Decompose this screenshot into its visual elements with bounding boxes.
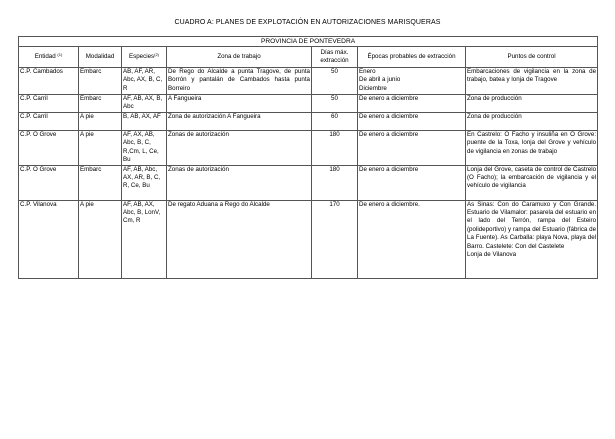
cell-dias: 60 — [312, 113, 358, 131]
cell-dias: 180 — [312, 165, 358, 200]
puntos-text: As Sinas: Con do Caramuxo y Con Grande. Estuario de Vilamalor: pasarela del estuario en el lado del Terrón, rampa del Esteiro (polideportivo) y rampa del Estuario (fábrica de La Fuente). As Carballa: playa Nova, playa del Barro. Castelete: Con del Castelete — [467, 200, 597, 250]
cell-puntos: Lonja del Grove, caseta de control de Castrelo (O Facho); la embarcación de vigilancia y el vehículo de vigilancia — [466, 165, 598, 200]
cell-dias: 50 — [312, 95, 358, 113]
table-row — [19, 113, 598, 131]
cell-puntos: Embarcaciones de vigilancia en la zona de trabajo, batea y lonja de Tragove — [466, 68, 598, 95]
cell-entidad: C.P. Carril — [19, 113, 79, 131]
cell-dias: 170 — [312, 200, 358, 278]
cell-modalidad: Embarc — [79, 165, 122, 200]
cell-epocas: De enero a diciembre — [358, 95, 466, 113]
cell-entidad: C.P. Cambados — [19, 68, 79, 95]
col-header-dias: Días máx. extracción — [312, 47, 358, 68]
cell-especies: AF, AX, AB, Abc, B, C, R,Cm, L, Ce, Bu — [122, 131, 167, 166]
table-row — [19, 68, 598, 95]
cell-especies: AB, AF, AR, Abc, AX, B, C, R — [122, 68, 167, 95]
cell-dias: 50 — [312, 68, 358, 95]
col-header-puntos: Puntos de control — [466, 47, 598, 68]
cell-especies: B, AB, AX, AF — [122, 113, 167, 131]
cell-zona: A Fangueira — [167, 95, 312, 113]
table-row — [19, 95, 598, 113]
cell-especies: AF, AB, AX, B, Abc — [122, 95, 167, 113]
province-header: PROVINCIA DE PONTEVEDRA — [19, 37, 598, 47]
cell-zona: Zonas de autorización — [167, 165, 312, 200]
col-header-modalidad: Modalidad — [79, 47, 122, 68]
col-header-zona: Zona de trabajo — [167, 47, 312, 68]
cell-entidad: C.P. Vilanova — [19, 200, 79, 278]
cell-puntos: Zona de producción — [466, 95, 598, 113]
cell-entidad: C.P. O Grove — [19, 165, 79, 200]
exploitation-plans-table — [18, 36, 598, 279]
col-header-epocas: Épocas probables de extracción — [358, 47, 466, 68]
table-row — [19, 200, 598, 278]
cell-entidad: C.P. Carril — [19, 95, 79, 113]
cell-puntos: Zona de producción — [466, 113, 598, 131]
cell-epocas: De enero a diciembre — [358, 113, 466, 131]
col-header-entidad: Entidad $^{(1)}$ — [19, 47, 79, 68]
page-title: CUADRO A: PLANES DE EXPLOTACIÓN EN AUTORIZACIONES MARISQUERAS — [174, 19, 441, 26]
cell-modalidad: A pie — [79, 113, 122, 131]
cell-dias: 180 — [312, 131, 358, 166]
cell-modalidad: Embarc — [79, 95, 122, 113]
table-row — [19, 131, 598, 166]
cell-zona: Zonas de autorización — [167, 131, 312, 166]
cell-especies: AF, AB, AX, Abc, B, LonV, Cm, R — [122, 200, 167, 278]
col-header-especies: Especies$^{(2)}$ — [122, 47, 167, 68]
cell-epocas: De enero a diciembre — [358, 165, 466, 200]
cell-zona: De Rego do Alcalde a punta Tragove, de punta Borrón y pantalán de Cambados hasta punta Borreiro — [167, 68, 312, 95]
cell-epocas: De enero a diciembre. — [358, 200, 466, 278]
cell-modalidad: A pie — [79, 200, 122, 278]
cell-entidad: C.P. O Grove — [19, 131, 79, 166]
cell-zona: De regato Aduana a Rego do Alcalde — [167, 200, 312, 278]
cell-zona: Zona de autorización A Fangueira — [167, 113, 312, 131]
cell-puntos — [466, 200, 598, 278]
cell-especies: AF, AB, Abc, AX, AR, B, C, R, Ce, Bu — [122, 165, 167, 200]
cell-epocas: De enero a diciembre — [358, 131, 466, 166]
table-row — [19, 165, 598, 200]
puntos-extra: Lonja de Vilanova — [467, 251, 517, 259]
cell-modalidad: A pie — [79, 131, 122, 166]
cell-modalidad: Embarc — [79, 68, 122, 95]
cell-puntos: En Castrelo: O Facho y insuliña en O Grove: puente de la Toxa, lonja del Grove y vehículo de vigilancia en zonas de trabajo — [466, 131, 598, 166]
cell-epocas: Enero De abril a junio Diciembre — [358, 68, 466, 95]
